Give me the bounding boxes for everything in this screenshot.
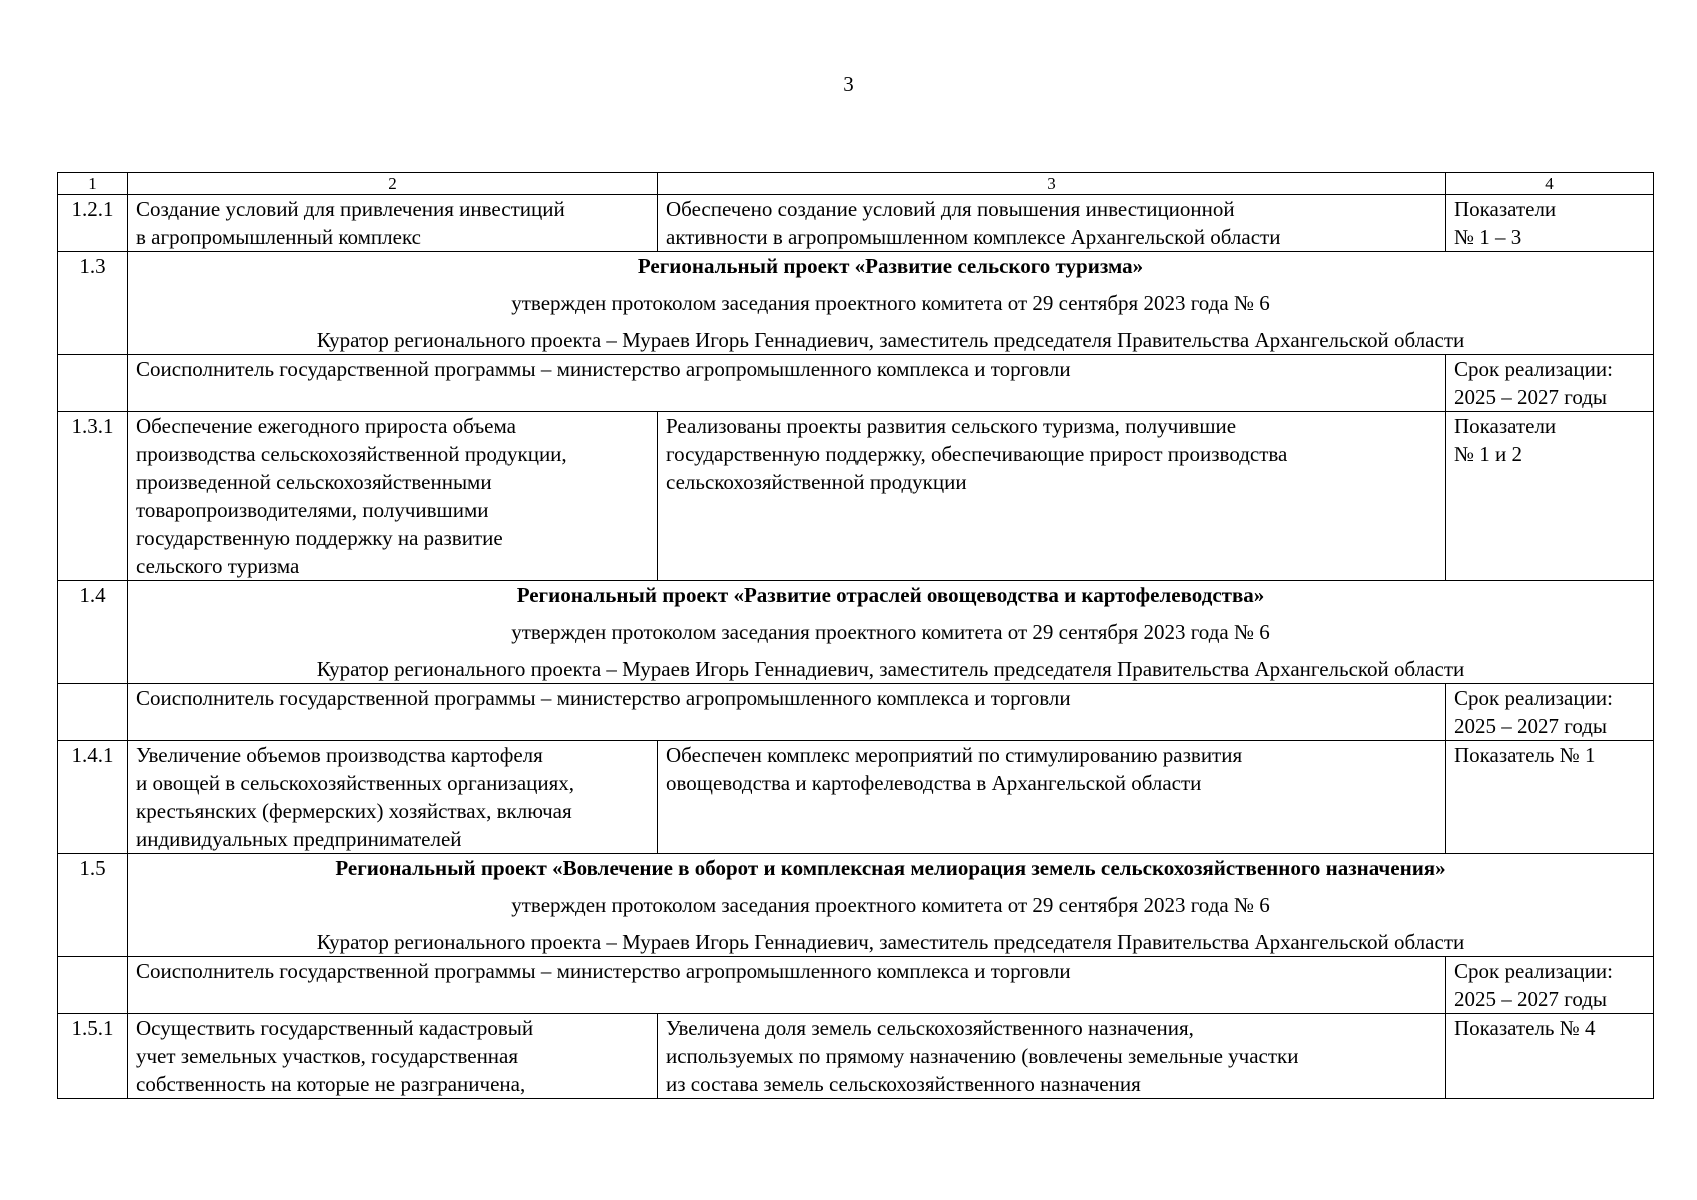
period-cell (1446, 355, 1654, 412)
column-number-row (58, 173, 1654, 195)
row-number: 1.4 (58, 581, 128, 684)
coexecutor-cell: Соисполнитель государственной программы – министерство агропромышленного комплекса и торговли (128, 684, 1446, 741)
column-number: 1 (58, 173, 128, 195)
task-cell (128, 195, 658, 252)
row-number: 1.3.1 (58, 412, 128, 581)
result-line: Обеспечено создание условий для повышения инвестиционной (666, 197, 1235, 221)
project-approval: утвержден протоколом заседания проектного комитета от 29 сентября 2023 года № 6 (511, 291, 1270, 315)
table-row (58, 741, 1654, 854)
result-line: Реализованы проекты развития сельского туризма, получившие (666, 414, 1237, 438)
indicator-cell (1446, 195, 1654, 252)
project-approval: утвержден протоколом заседания проектного комитета от 29 сентября 2023 года № 6 (511, 620, 1270, 644)
result-line: из состава земель сельскохозяйственного назначения (666, 1072, 1141, 1096)
result-line: овощеводства и картофелеводства в Архангельской области (666, 771, 1202, 795)
coexecutor-row (58, 684, 1654, 741)
indicator-cell (1446, 741, 1654, 854)
table-row (58, 412, 1654, 581)
row-number: 1.4.1 (58, 741, 128, 854)
project-info-cell (128, 252, 1654, 355)
indicator-cell (1446, 412, 1654, 581)
period-cell (1446, 684, 1654, 741)
project-info-cell (128, 581, 1654, 684)
column-number: 2 (128, 173, 658, 195)
coexecutor-cell: Соисполнитель государственной программы – министерство агропромышленного комплекса и торговли (128, 957, 1446, 1014)
task-line: производства сельскохозяйственной продукции, (136, 442, 567, 466)
project-title: Региональный проект «Вовлечение в оборот и комплексная мелиорация земель сельскохозяйственного назначения» (335, 856, 1446, 880)
task-line: учет земельных участков, государственная (136, 1044, 519, 1068)
result-cell (658, 741, 1446, 854)
result-line: Обеспечен комплекс мероприятий по стимулированию развития (666, 743, 1243, 767)
indicator-cell (1446, 1014, 1654, 1099)
result-cell (658, 1014, 1446, 1099)
project-header-row (58, 581, 1654, 684)
task-line: и овощей в сельскохозяйственных организациях, (136, 771, 575, 795)
result-line: Увеличена доля земель сельскохозяйственного назначения, (666, 1016, 1194, 1040)
task-line: крестьянских (фермерских) хозяйствах, включая (136, 799, 572, 823)
task-line: государственную поддержку на развитие (136, 526, 503, 550)
column-number: 4 (1446, 173, 1654, 195)
task-line: индивидуальных предпринимателей (136, 827, 462, 851)
table-row (58, 1014, 1654, 1099)
row-number: 1.3 (58, 252, 128, 355)
task-cell (128, 412, 658, 581)
task-line: сельского туризма (136, 554, 300, 578)
result-line: активности в агропромышленном комплексе Архангельской области (666, 225, 1281, 249)
period-line: Срок реализации: (1454, 357, 1613, 381)
project-title: Региональный проект «Развитие сельского туризма» (637, 254, 1144, 278)
coexecutor-cell: Соисполнитель государственной программы – министерство агропромышленного комплекса и торговли (128, 355, 1446, 412)
task-line: Увеличение объемов производства картофеля (136, 743, 543, 767)
row-number: 1.5.1 (58, 1014, 128, 1099)
indicator-line: Показатели (1454, 414, 1557, 438)
result-cell (658, 412, 1446, 581)
task-line: в агропромышленный комплекс (136, 225, 421, 249)
task-cell (128, 741, 658, 854)
empty-cell (58, 957, 128, 1014)
result-line: используемых по прямому назначению (вовлечены земельные участки (666, 1044, 1299, 1068)
task-cell (128, 1014, 658, 1099)
indicator-line: Показатель № 4 (1454, 1016, 1596, 1040)
indicator-line: Показатели (1454, 197, 1557, 221)
period-line: Срок реализации: (1454, 686, 1613, 710)
period-line: Срок реализации: (1454, 959, 1613, 983)
page-number: 3 (843, 72, 854, 96)
indicator-line: № 1 – 3 (1454, 225, 1522, 249)
project-approval: утвержден протоколом заседания проектного комитета от 29 сентября 2023 года № 6 (511, 893, 1270, 917)
project-curator: Куратор регионального проекта – Мураев Игорь Геннадиевич, заместитель председателя Правительства Архангельской области (316, 328, 1465, 352)
project-header-row (58, 854, 1654, 957)
project-title: Региональный проект «Развитие отраслей овощеводства и картофелеводства» (516, 583, 1265, 607)
coexecutor-row (58, 957, 1654, 1014)
task-line: собственность на которые не разграничена, (136, 1072, 526, 1096)
indicator-line: Показатель № 1 (1454, 743, 1596, 767)
period-line: 2025 – 2027 годы (1454, 714, 1608, 738)
task-line: Осуществить государственный кадастровый (136, 1016, 534, 1040)
project-curator: Куратор регионального проекта – Мураев Игорь Геннадиевич, заместитель председателя Правительства Архангельской области (316, 930, 1465, 954)
empty-cell (58, 684, 128, 741)
task-line: Создание условий для привлечения инвестиций (136, 197, 565, 221)
period-cell (1446, 957, 1654, 1014)
task-line: произведенной сельскохозяйственными (136, 470, 492, 494)
project-curator: Куратор регионального проекта – Мураев Игорь Геннадиевич, заместитель председателя Правительства Архангельской области (316, 657, 1465, 681)
indicator-line: № 1 и 2 (1454, 442, 1523, 466)
column-number: 3 (658, 173, 1446, 195)
empty-cell (58, 355, 128, 412)
result-line: сельскохозяйственной продукции (666, 470, 967, 494)
table-row (58, 195, 1654, 252)
row-number: 1.5 (58, 854, 128, 957)
task-line: Обеспечение ежегодного прироста объема (136, 414, 516, 438)
project-info-cell (128, 854, 1654, 957)
project-header-row (58, 252, 1654, 355)
program-table (57, 172, 1654, 1099)
task-line: товаропроизводителями, получившими (136, 498, 489, 522)
period-line: 2025 – 2027 годы (1454, 385, 1608, 409)
result-line: государственную поддержку, обеспечивающие прирост производства (666, 442, 1288, 466)
row-number: 1.2.1 (58, 195, 128, 252)
coexecutor-row (58, 355, 1654, 412)
period-line: 2025 – 2027 годы (1454, 987, 1608, 1011)
result-cell (658, 195, 1446, 252)
